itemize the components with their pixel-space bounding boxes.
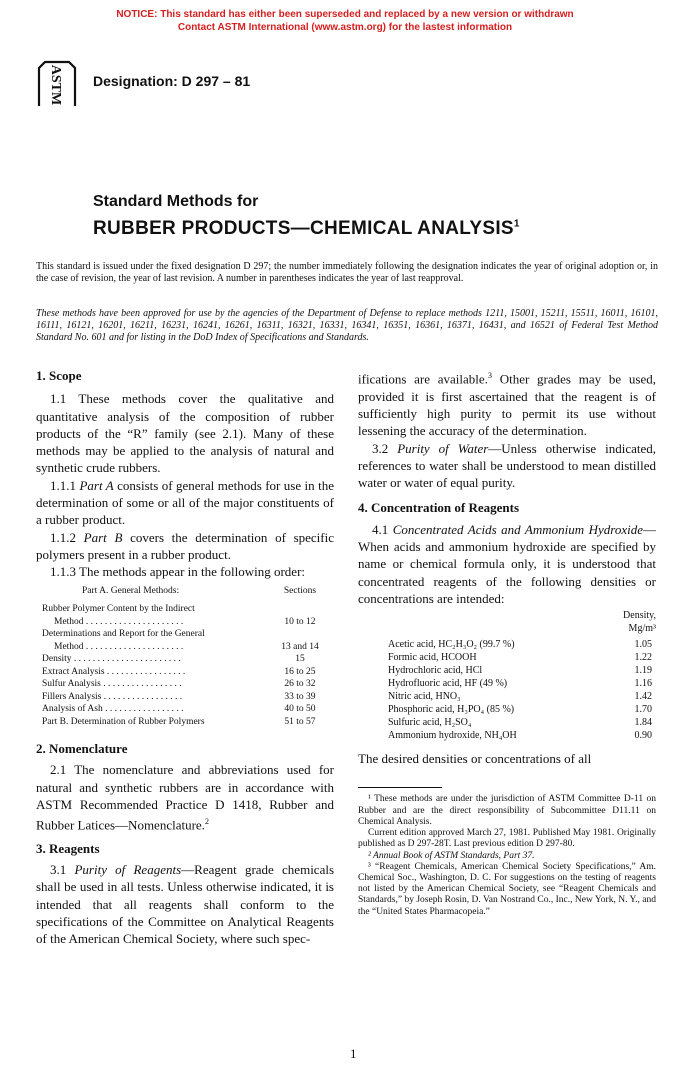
- designation: Designation: D 297 – 81: [93, 73, 251, 89]
- reagent-name: Acetic acid, HC₂H₃O₂ (99.7 %): [388, 639, 515, 651]
- table-row: [42, 666, 330, 679]
- table-row: [42, 703, 330, 716]
- method-sections: 51 to 57: [284, 716, 316, 727]
- density-header-1: Density,: [623, 610, 656, 622]
- method-label: Analysis of Ash . . . . . . . . . . . . . . . . .: [42, 704, 184, 715]
- para-3-1-cont: ifications are available.$^3$ Other grades may be used, provided it is first ascertained that the reagent is of sufficiently high purity to permit its use without lessening the accuracy of the determination.: [358, 371, 656, 439]
- method-label: Fillers Analysis . . . . . . . . . . . . . . . . .: [42, 691, 183, 702]
- method-sections: 40 to 50: [284, 704, 316, 715]
- footnote-1: ¹ These methods are under the jurisdiction of ASTM Committee D-11 on Rubber and are the direct responsibility of Subcommittee D11.11 on Chemical Analysis.: [358, 794, 656, 827]
- method-sections: [270, 628, 330, 641]
- reagent-name: Phosphoric acid, H₃PO₄ (85 %): [388, 704, 515, 716]
- density-row: [388, 664, 656, 677]
- para-4-after: The desired densities or concentrations of all: [358, 751, 592, 767]
- notice-line-1: NOTICE: This standard has either been superseded and replaced by a new version or withdrawn: [116, 9, 574, 20]
- table-header-sections: Sections: [283, 585, 317, 596]
- para-1-1-1: 1.1.1 Part A consists of general methods for use in the determination of some or all of the major constituents of a rubber product.: [36, 477, 334, 528]
- footnote-2: ² Annual Book of ASTM Standards, Part 37.: [368, 850, 535, 861]
- table-row: [42, 691, 330, 704]
- table-header: Part A. General Methods:: [82, 585, 180, 596]
- footnote-rule: [358, 787, 442, 788]
- left-column: [36, 367, 334, 948]
- method-label: Extract Analysis . . . . . . . . . . . . . . . . .: [42, 666, 186, 677]
- reagent-density: 1.05: [634, 639, 652, 651]
- title-line-1: Standard Methods for: [93, 193, 259, 210]
- method-sections: 10 to 12: [284, 616, 316, 627]
- density-row: [388, 651, 656, 664]
- table-row: [42, 628, 330, 641]
- method-label: Density . . . . . . . . . . . . . . . . . . . . . . .: [42, 654, 181, 665]
- method-sections: 33 to 39: [284, 691, 316, 702]
- footnotes: [358, 794, 656, 917]
- logo-text: ASTM: [48, 64, 63, 106]
- density-row: [388, 677, 656, 690]
- reagent-name: Ammonium hydroxide, NH₄OH: [388, 730, 517, 742]
- method-sections: 16 to 25: [284, 666, 316, 677]
- astm-logo: [35, 58, 79, 108]
- reagent-name: Hydrofluoric acid, HF (49 %): [388, 678, 508, 690]
- para-3-2: 3.2 Purity of Water—Unless otherwise indicated, references to water shall be understood to mean distilled water or water of equal purity.: [358, 440, 656, 491]
- footnote-1b: Current edition approved March 27, 1981. Published May 1981. Originally published as D 297-28T. Last previous edition D 297-80.: [358, 828, 656, 850]
- table-row: [42, 603, 330, 616]
- reagent-name: Hydrochloric acid, HCl: [388, 665, 483, 677]
- density-header-2: Mg/m³: [628, 623, 656, 635]
- section-4-heading: 4. Concentration of Reagents: [358, 500, 520, 516]
- reagent-density: 0.90: [634, 730, 652, 742]
- method-label: Sulfur Analysis . . . . . . . . . . . . . . . . .: [42, 679, 182, 690]
- density-row: [388, 690, 656, 703]
- methods-table: [42, 585, 330, 729]
- page-number: 1: [350, 1046, 357, 1061]
- reagent-density: 1.70: [634, 704, 652, 716]
- intro-paragraph: This standard is issued under the fixed designation D 297; the number immediately following the designation indicates the year of original adoption or, in the case of revision, the year of last revision. A number in parentheses indicates the year of last reapproval.: [36, 261, 658, 284]
- method-label: Method . . . . . . . . . . . . . . . . . . . . .: [54, 616, 184, 627]
- table-row: [42, 616, 330, 629]
- density-row: [388, 716, 656, 729]
- method-sections: 15: [295, 654, 305, 665]
- table-row: [42, 716, 330, 729]
- para-1-1-3: 1.1.3 The methods appear in the following order:: [50, 564, 306, 580]
- title-footnote-ref: 1: [513, 218, 520, 230]
- reagent-name: Formic acid, HCOOH: [388, 652, 477, 664]
- footnote-3: ³ “Reagent Chemicals, American Chemical Society Specifications,” Am. Chemical Soc., Washington, D. C. For suggestions on the testing of reagents not listed by the American Chemical Society, see “Reagent Chemicals and Standards,” by Joseph Rosin, D. Van Nostrand Co., Inc., New York, N. Y., and the “United States Pharmacopeia.”: [358, 861, 656, 917]
- section-1-heading: 1. Scope: [36, 368, 82, 383]
- approval-paragraph: These methods have been approved for use by the agencies of the Department of Defense to replace methods 1211, 15001, 15211, 15511, 16011, 16101, 16111, 16121, 16201, 16211, 16231, 16241, 16261, 16311, 16321, 16331, 16341, 16351, 16361, 16371, 16431, and 16521 of Federal Test Method Standard No. 601 and for listing in the DoD Index of Specifications and Standards.: [36, 308, 658, 343]
- para-3-1: 3.1 Purity of Reagents—Reagent grade chemicals shall be used in all tests. Unless otherwise indicated, it is intended that all reagents shall conform to the specifications of the Committee on Analytical Reagents of the American Chemical Society, where such spec-: [36, 862, 335, 947]
- density-row: [388, 638, 656, 651]
- reagent-name: Sulfuric acid, H₂SO₄: [388, 717, 472, 729]
- notice-line-2: Contact ASTM International (www.astm.org) for the lastest information: [177, 22, 513, 33]
- reagent-density: 1.16: [634, 678, 652, 690]
- table-row: [42, 678, 330, 691]
- density-table: [388, 609, 656, 742]
- reagent-density: 1.22: [634, 652, 652, 664]
- title-line-2: RUBBER PRODUCTS—CHEMICAL ANALYSIS$^1$: [93, 218, 520, 239]
- para-1-1: 1.1 These methods cover the qualitative and quantitative analysis of the composition of rubber products of the “R” family (see 2.1). Many of these methods may be applied to the analysis of natural and synthetic crude rubbers.: [36, 391, 334, 476]
- density-row: [388, 729, 656, 742]
- reagent-density: 1.19: [634, 665, 652, 677]
- reagent-name: Nitric acid, HNO₃: [388, 691, 461, 703]
- para-4-1: 4.1 Concentrated Acids and Ammonium Hydroxide—When acids and ammonium hydroxide are specified by name or chemical formula only, it is understood that concentrated reagents of the following densities or concentrations are intended:: [358, 521, 657, 606]
- method-label: Rubber Polymer Content by the Indirect: [42, 604, 195, 615]
- table-row: [42, 641, 330, 654]
- method-label: Method . . . . . . . . . . . . . . . . . . . . .: [54, 641, 184, 652]
- right-column: [358, 367, 656, 918]
- method-sections: 26 to 32: [284, 679, 316, 690]
- table-row: [42, 653, 330, 666]
- section-2-heading: 2. Nomenclature: [36, 741, 128, 757]
- section-3-heading: 3. Reagents: [36, 840, 100, 856]
- method-label: Part B. Determination of Rubber Polymers: [42, 716, 205, 727]
- density-row: [388, 703, 656, 716]
- reagent-density: 1.42: [634, 691, 652, 703]
- method-sections: [270, 603, 330, 616]
- reagent-density: 1.84: [634, 717, 652, 729]
- method-label: Determinations and Report for the General: [42, 629, 205, 640]
- method-sections: 13 and 14: [281, 641, 319, 652]
- para-2-1: 2.1 The nomenclature and abbreviations used for natural and synthetic rubbers are in accordance with ASTM Recommended Practice D 1418, Rubber and Rubber Latices—Nomenclature.$^2$: [36, 762, 334, 833]
- para-1-1-2: 1.1.2 Part B covers the determination of specific polymers present in a rubber product.: [36, 529, 335, 562]
